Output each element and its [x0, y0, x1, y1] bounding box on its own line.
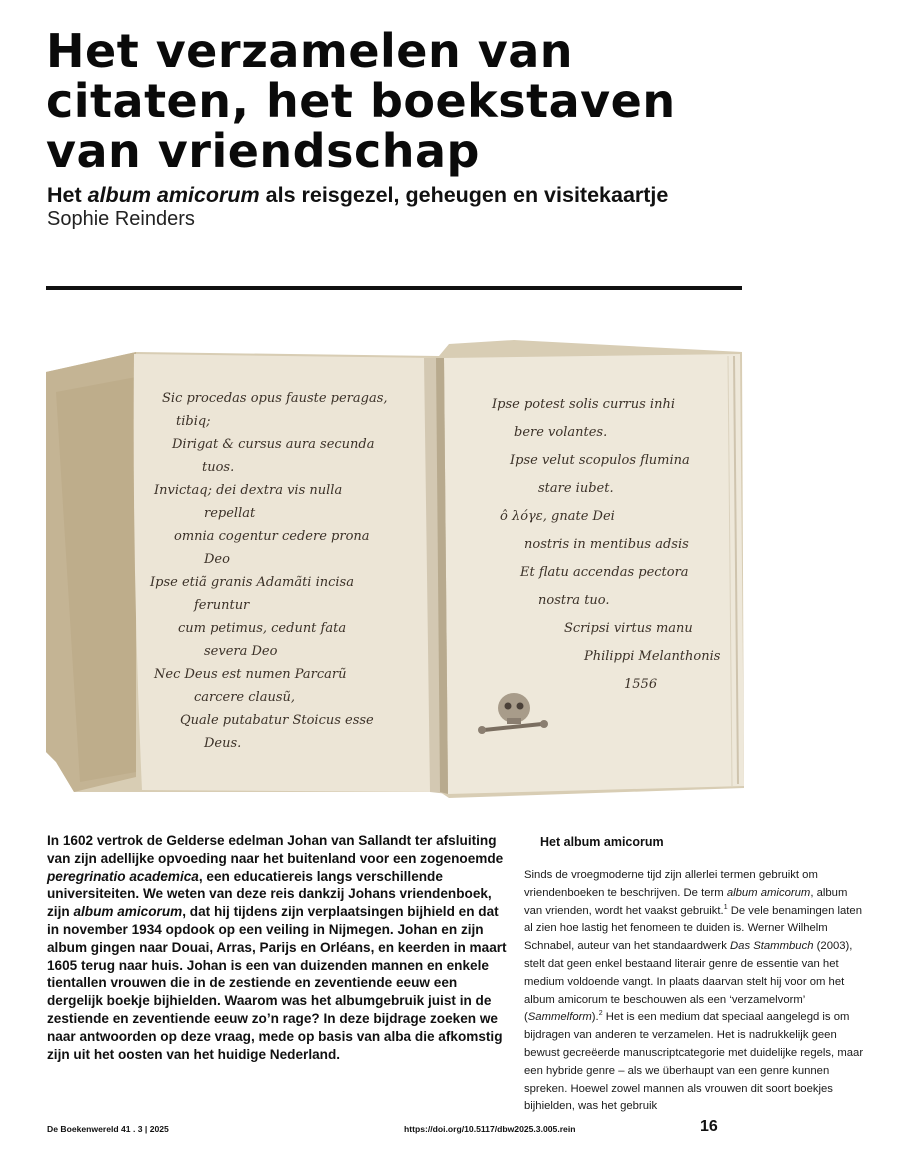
- footnote-ref: 1: [723, 903, 728, 911]
- handwriting-line: carcere clausũ,: [194, 690, 295, 705]
- handwriting-line: Dirigat & cursus aura secunda: [172, 437, 375, 452]
- handwriting-line: feruntur: [194, 598, 250, 613]
- title-line: Het verzamelen van: [46, 24, 574, 78]
- section-paragraph: [524, 867, 864, 1116]
- intro-text: , een educatiereis langs verschillende universiteiten. We weten van deze reis dankzij Johans vriendenboek, zijn: [47, 868, 492, 920]
- intro-paragraph: [47, 832, 507, 1063]
- section-text: ).: [591, 1011, 599, 1024]
- section-text: De vele benamingen laten al zien hoe lastig het fenomeen te duiden is. Werner Wilhelm Schnabel, auteur van het standaardwerk: [524, 904, 862, 953]
- section-text: Het is een medium dat speciaal aangelegd is om bijdragen van anderen te verzamelen. Het is nadrukkelijk geen bewust gecreëerde manuscriptcategorie met duidelijke regels, maar een hybride genre – als we überhaupt van een genre kunnen spreken. Hoewel zowel mannen als vrouwen dit soort boekjes bijhielden, was het gebruik: [524, 1011, 864, 1113]
- author-name: Sophie Reinders: [47, 208, 195, 230]
- handwriting-line: nostra tuo.: [538, 593, 610, 608]
- handwriting-line: Ipse etiã granis Adamãti incisa: [150, 575, 354, 590]
- title-divider: [46, 286, 742, 290]
- subtitle-suffix: als reisgezel, geheugen en visitekaartje: [259, 183, 669, 207]
- handwriting-line: Deo: [204, 552, 230, 567]
- handwriting-line: Et flatu accendas pectora: [520, 565, 689, 580]
- intro-text: In 1602 vertrok de Gelderse edelman Johan van Sallandt ter afsluiting van zijn adellijke opvoeding naar het buitenland voor een zogenoemde: [47, 833, 504, 866]
- handwriting-line: Philippi Melanthonis: [584, 649, 721, 664]
- section-text: , album van vrienden, wordt het vaakst gebruikt.: [524, 886, 848, 917]
- intro-text: , dat hij tijdens zijn verplaatsingen bijhield en dat in november 1934 opdook op een veiling in Nijmegen. Johan en zijn album gingen naar Douai, Arras, Parijs en Orléans, en keerden in maart 1605 terug naar huis. Johan is een van duizenden mannen en enkele tientallen vrouwen die in de zestiende en zeventiende eeuw een dergelijk boekje bijhielden. Waarom was het albumgebruik juist in de zestiende en zeventiende eeuw zo’n rage? In deze bijdrage zoeken we naar antwoorden op deze vraag, mede op basis van alba die afkomstig zijn uit het oosten van het huidige Nederland.: [47, 904, 507, 1062]
- handwriting-line: repellat: [204, 506, 256, 521]
- handwriting-line: Quale putabatur Stoicus esse: [180, 713, 374, 728]
- title-line: van vriendschap: [46, 124, 480, 178]
- handwriting-line: stare iubet.: [538, 481, 614, 496]
- subtitle-prefix: Het: [47, 183, 88, 207]
- section-italic: Sammelform: [527, 1011, 592, 1024]
- article-subtitle: [47, 182, 897, 208]
- album-amicorum-photo: [44, 332, 744, 798]
- page-number: 16: [700, 1118, 718, 1135]
- handwriting-line: ô λόγε, gnate Dei: [500, 509, 615, 524]
- section-italic: Das Stammbuch: [730, 940, 814, 953]
- section-text: (2003), stelt dat geen enkel bestaand literair genre de essentie van het medium voldoende vangt. In plaats daarvan stelt hij voor om het album amicorum te beschouwen als een ‘verzamelvorm’ (: [524, 940, 853, 1024]
- handwriting-line: Ipse velut scopulos flumina: [510, 453, 690, 468]
- intro-italic: peregrinatio academica: [47, 868, 199, 884]
- doi-link[interactable]: https://doi.org/10.5117/dbw2025.3.005.rein: [404, 1124, 576, 1134]
- journal-reference: De Boekenwereld 41 . 3 | 2025: [47, 1124, 169, 1134]
- intro-italic: album amicorum: [73, 904, 183, 920]
- subtitle-italic: album amicorum: [87, 183, 260, 207]
- handwriting-line: Scripsi virtus manu: [564, 621, 693, 636]
- handwriting-line: tibiq;: [176, 414, 211, 429]
- handwriting-line: Deus.: [204, 736, 242, 751]
- title-line: citaten, het boekstaven: [46, 74, 676, 128]
- handwriting-line: Sic procedas opus fauste peragas,: [162, 391, 388, 406]
- handwriting-line: Nec Deus est numen Parcarũ: [154, 667, 347, 682]
- handwriting-line: tuos.: [202, 460, 235, 475]
- handwriting-line: cum petimus, cedunt fata: [178, 621, 347, 636]
- handwriting-line: Ipse potest solis currus inhi: [492, 397, 675, 412]
- section-text: Sinds de vroegmoderne tijd zijn allerlei termen gebruikt om vriendenboeken te beschrijven. De term: [524, 869, 818, 899]
- section-heading: Het album amicorum: [540, 835, 664, 849]
- handwriting-line: 1556: [624, 677, 658, 692]
- footnote-ref: 2: [598, 1010, 603, 1018]
- handwriting-line: Invictaq; dei dextra vis nulla: [154, 483, 343, 498]
- article-title: [46, 26, 866, 176]
- handwriting-line: omnia cogentur cedere prona: [174, 529, 370, 544]
- section-italic: album amicorum: [726, 886, 811, 899]
- handwriting-line: nostris in mentibus adsis: [524, 537, 689, 552]
- handwriting-line: bere volantes.: [514, 425, 608, 440]
- handwriting-line: severa Deo: [204, 644, 278, 659]
